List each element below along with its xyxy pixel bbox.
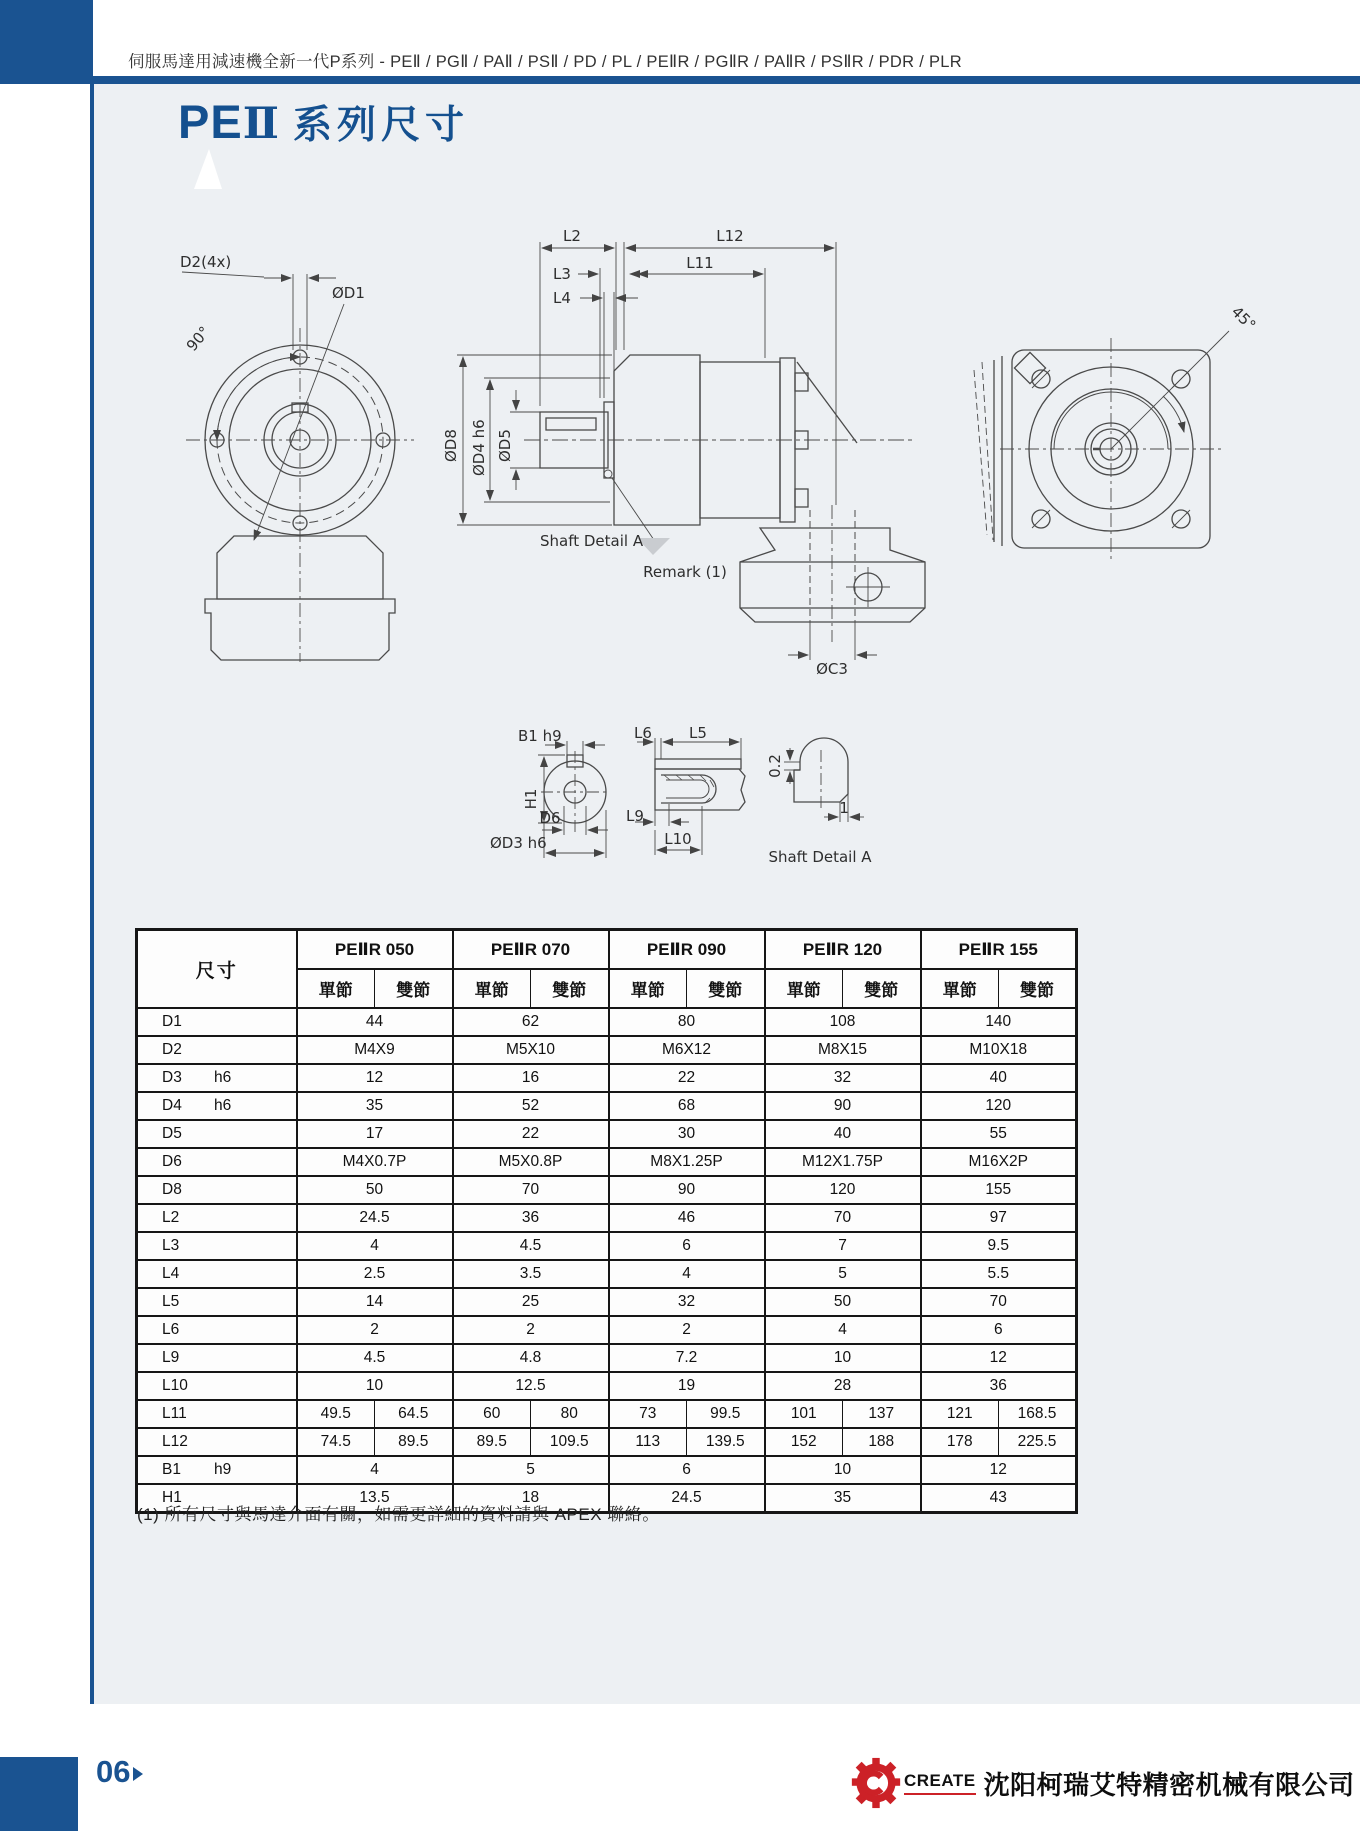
- dimension-value: 28: [765, 1372, 921, 1400]
- dimension-value: 137: [843, 1400, 921, 1428]
- dimension-value: 30: [609, 1120, 765, 1148]
- dimension-value: 50: [765, 1288, 921, 1316]
- row-label: [137, 1372, 297, 1400]
- side-l11-label: L11: [686, 254, 714, 272]
- dimension-value: 121: [921, 1400, 999, 1428]
- side-l12-label: L12: [716, 227, 744, 245]
- dimension-tolerance: h9: [214, 1461, 232, 1478]
- model-group-header: PEⅡR 120: [765, 930, 921, 970]
- dimension-value: 90: [609, 1176, 765, 1204]
- detail-depth-label: 0.2: [766, 754, 784, 778]
- dimension-name: D6: [162, 1153, 182, 1170]
- side-c3-label: ØC3: [816, 660, 848, 678]
- dimension-name: L3: [162, 1237, 180, 1254]
- table-row: [137, 1288, 1077, 1316]
- row-label: [137, 1288, 297, 1316]
- stage-subheader: 單節: [453, 969, 531, 1008]
- row-label: [137, 1064, 297, 1092]
- shaft-detail-a-drawing: [766, 738, 872, 866]
- title-suffix: 系列尺寸: [292, 104, 469, 147]
- page-number-text: 06: [96, 1754, 131, 1789]
- keyway-view-drawing: [626, 724, 745, 855]
- dimension-value: 4: [297, 1232, 453, 1260]
- row-label: [137, 1120, 297, 1148]
- dimension-value: M5X0.8P: [453, 1148, 609, 1176]
- dimension-value: 16: [453, 1064, 609, 1092]
- side-d5-label: ØD5: [496, 429, 514, 462]
- dimension-value: 35: [765, 1484, 921, 1513]
- detail-h1-label: H1: [522, 788, 540, 810]
- dimension-value: 32: [765, 1064, 921, 1092]
- side-d8-label: ØD8: [442, 429, 460, 462]
- dimension-value: 7.2: [609, 1344, 765, 1372]
- dimension-name: L11: [162, 1405, 187, 1422]
- dimension-value: M6X12: [609, 1036, 765, 1064]
- technical-drawings: [94, 210, 1360, 910]
- dimension-value: 4.8: [453, 1344, 609, 1372]
- dimension-value: 44: [297, 1008, 453, 1036]
- dimension-name: D5: [162, 1125, 182, 1142]
- table-row: [137, 1232, 1077, 1260]
- row-label: [137, 1316, 297, 1344]
- dimension-name: D4: [162, 1097, 182, 1114]
- dimension-value: 6: [609, 1456, 765, 1484]
- product-series-header: 伺服馬達用減速機全新一代P系列 - PEⅡ / PGⅡ / PAⅡ / PSⅡ / PD / PL / PEⅡR / PGⅡR / PAⅡR / PSⅡR / PDR / PLR: [128, 53, 962, 71]
- dimension-value: 52: [453, 1092, 609, 1120]
- dimension-value: 22: [609, 1064, 765, 1092]
- row-label: [137, 1092, 297, 1120]
- dimension-value: 64.5: [375, 1400, 453, 1428]
- dimension-name: L2: [162, 1209, 180, 1226]
- dimension-value: 73: [609, 1400, 687, 1428]
- stage-subheader: 單節: [297, 969, 375, 1008]
- dimension-value: 12: [921, 1344, 1077, 1372]
- footnote: (1) 所有尺寸與馬達介面有關，如需更詳細的資料請與 APEX 聯絡。: [137, 1505, 660, 1524]
- dimension-value: 6: [921, 1316, 1077, 1344]
- dimensions-table: [135, 928, 1078, 1514]
- dimension-value: 36: [453, 1204, 609, 1232]
- gear-logo-icon: [850, 1754, 902, 1812]
- logo-wordmark: CREATE: [904, 1771, 976, 1795]
- row-label: [137, 1232, 297, 1260]
- rear-angle-label: 45°: [1227, 302, 1260, 335]
- dimension-value: 99.5: [687, 1400, 765, 1428]
- dimension-value: 60: [453, 1400, 531, 1428]
- title-decoration-wedge: [194, 149, 222, 189]
- page-arrow-icon: [133, 1767, 143, 1781]
- dimension-value: 62: [453, 1008, 609, 1036]
- title-prefix: PE: [178, 95, 243, 148]
- dimension-value: 168.5: [999, 1400, 1077, 1428]
- dimension-value: 70: [921, 1288, 1077, 1316]
- dimension-value: 12: [921, 1456, 1077, 1484]
- row-label: [137, 1148, 297, 1176]
- model-group-header: PEⅡR 090: [609, 930, 765, 970]
- dimension-name: L12: [162, 1433, 188, 1450]
- dimension-value: 4: [765, 1316, 921, 1344]
- dimension-value: 10: [765, 1456, 921, 1484]
- table-row: [137, 1036, 1077, 1064]
- dimension-name: L4: [162, 1265, 180, 1282]
- detail-b1-label: B1 h9: [518, 727, 562, 745]
- dimension-value: 46: [609, 1204, 765, 1232]
- row-label: [137, 1176, 297, 1204]
- page-number: [96, 1754, 143, 1790]
- dimension-name: D1: [162, 1013, 182, 1030]
- stage-subheader: 單節: [609, 969, 687, 1008]
- dimension-value: 24.5: [297, 1204, 453, 1232]
- dimension-value: 155: [921, 1176, 1077, 1204]
- dimension-name: D8: [162, 1181, 182, 1198]
- table-row: [137, 1400, 1077, 1428]
- dimension-value: M4X9: [297, 1036, 453, 1064]
- dimension-value: 97: [921, 1204, 1077, 1232]
- dimension-tolerance: h6: [214, 1097, 232, 1114]
- dimension-value: 2.5: [297, 1260, 453, 1288]
- row-label: [137, 1456, 297, 1484]
- dimension-value: 109.5: [531, 1428, 609, 1456]
- title-numeral: Ⅱ: [242, 99, 279, 149]
- dimension-value: 80: [609, 1008, 765, 1036]
- model-group-header: PEⅡR 050: [297, 930, 453, 970]
- stage-subheader: 雙節: [375, 969, 453, 1008]
- table-row: [137, 1204, 1077, 1232]
- dimension-value: 55: [921, 1120, 1077, 1148]
- detail-l10-label: L10: [664, 830, 692, 848]
- page-title: [178, 94, 469, 150]
- table-row: [137, 1064, 1077, 1092]
- dimension-value: M8X1.25P: [609, 1148, 765, 1176]
- side-l2-label: L2: [563, 227, 581, 245]
- dimension-value: 89.5: [453, 1428, 531, 1456]
- dimension-value: 178: [921, 1428, 999, 1456]
- table-row: [137, 1316, 1077, 1344]
- dimension-value: 24.5: [609, 1484, 765, 1513]
- dimension-value: 49.5: [297, 1400, 375, 1428]
- dimension-value: 90: [765, 1092, 921, 1120]
- row-label: [137, 1204, 297, 1232]
- dimension-value: 4.5: [297, 1344, 453, 1372]
- dimension-value: 101: [765, 1400, 843, 1428]
- company-name: 沈阳柯瑞艾特精密机械有限公司: [983, 1769, 1355, 1800]
- detail-l5-label: L5: [689, 724, 707, 742]
- dimension-value: 50: [297, 1176, 453, 1204]
- header-rule: [93, 76, 1360, 84]
- dimension-value: 225.5: [999, 1428, 1077, 1456]
- table-row: [137, 1148, 1077, 1176]
- dimension-name: B1: [162, 1461, 181, 1478]
- front-d1-label: ØD1: [332, 284, 365, 302]
- dimension-value: 10: [765, 1344, 921, 1372]
- dimension-value: M5X10: [453, 1036, 609, 1064]
- rear-view-drawing: [974, 303, 1259, 560]
- dimension-value: 22: [453, 1120, 609, 1148]
- table-row: [137, 1456, 1077, 1484]
- dimension-value: 14: [297, 1288, 453, 1316]
- dimension-value: 36: [921, 1372, 1077, 1400]
- dimension-name: D2: [162, 1041, 182, 1058]
- dimension-value: 9.5: [921, 1232, 1077, 1260]
- dimension-value: 5: [453, 1456, 609, 1484]
- row-label: [137, 1008, 297, 1036]
- dimension-value: M4X0.7P: [297, 1148, 453, 1176]
- row-label: [137, 1036, 297, 1064]
- dimension-value: 40: [921, 1064, 1077, 1092]
- dimension-value: 12.5: [453, 1372, 609, 1400]
- dimension-value: 6: [609, 1232, 765, 1260]
- dimension-value: 113: [609, 1428, 687, 1456]
- dimension-value: 120: [765, 1176, 921, 1204]
- corner-accent-block: [0, 0, 93, 84]
- dimension-value: 10: [297, 1372, 453, 1400]
- shaft-end-view-drawing: [490, 727, 609, 858]
- model-group-header: PEⅡR 070: [453, 930, 609, 970]
- detail-l6-label: L6: [634, 724, 652, 742]
- dimension-value: 25: [453, 1288, 609, 1316]
- dimension-value: 19: [609, 1372, 765, 1400]
- row-label: [137, 1344, 297, 1372]
- dimension-name: L9: [162, 1349, 180, 1366]
- dimension-column-header: 尺寸: [137, 930, 297, 1009]
- dimension-value: 89.5: [375, 1428, 453, 1456]
- dimension-value: 70: [453, 1176, 609, 1204]
- dimension-value: 13.5: [297, 1484, 453, 1513]
- dimension-value: 4: [297, 1456, 453, 1484]
- dimension-value: 74.5: [297, 1428, 375, 1456]
- dimension-value: M12X1.75P: [765, 1148, 921, 1176]
- detail-l9-label: L9: [626, 807, 644, 825]
- dimension-value: 32: [609, 1288, 765, 1316]
- dimension-name: D3: [162, 1069, 182, 1086]
- dimension-name: H1: [162, 1489, 182, 1506]
- dimension-value: M16X2P: [921, 1148, 1077, 1176]
- dimension-value: 5.5: [921, 1260, 1077, 1288]
- detail-d3-label: ØD3 h6: [490, 834, 547, 852]
- dimension-value: 4.5: [453, 1232, 609, 1260]
- detail-d6-label: D6: [539, 809, 561, 827]
- row-label: [137, 1428, 297, 1456]
- dimension-value: 40: [765, 1120, 921, 1148]
- detail-chamfer-label: 1: [839, 799, 849, 817]
- side-view-drawing: [442, 227, 925, 678]
- dimension-value: 120: [921, 1092, 1077, 1120]
- stage-subheader: 雙節: [999, 969, 1077, 1008]
- side-d4-label: ØD4 h6: [470, 419, 488, 476]
- dimension-value: 70: [765, 1204, 921, 1232]
- dimension-value: 35: [297, 1092, 453, 1120]
- dimension-value: M10X18: [921, 1036, 1077, 1064]
- table-row: [137, 1428, 1077, 1456]
- stage-subheader: 單節: [765, 969, 843, 1008]
- front-view-drawing: [180, 253, 414, 662]
- footer-accent-block: [0, 1757, 78, 1831]
- side-l4-label: L4: [553, 289, 571, 307]
- table-row: [137, 1260, 1077, 1288]
- stage-subheader: 雙節: [687, 969, 765, 1008]
- dimension-value: 43: [921, 1484, 1077, 1513]
- side-l3-label: L3: [553, 265, 571, 283]
- stage-subheader: 單節: [921, 969, 999, 1008]
- table-row: [137, 1344, 1077, 1372]
- dimension-value: 18: [453, 1484, 609, 1513]
- dimension-value: 12: [297, 1064, 453, 1092]
- table-row: [137, 1092, 1077, 1120]
- dimension-value: 2: [609, 1316, 765, 1344]
- table-row: [137, 1372, 1077, 1400]
- dimension-value: 188: [843, 1428, 921, 1456]
- row-label: [137, 1260, 297, 1288]
- shaft-detail-a-caption: Shaft Detail A: [768, 848, 872, 866]
- dimension-value: 5: [765, 1260, 921, 1288]
- dimension-value: 4: [609, 1260, 765, 1288]
- dimension-value: 152: [765, 1428, 843, 1456]
- dimension-value: M8X15: [765, 1036, 921, 1064]
- dimension-value: 17: [297, 1120, 453, 1148]
- company-footer: [850, 1754, 1355, 1812]
- stage-subheader: 雙節: [531, 969, 609, 1008]
- dimension-value: 7: [765, 1232, 921, 1260]
- table-row: [137, 1008, 1077, 1036]
- dimension-value: 2: [297, 1316, 453, 1344]
- dimension-value: 2: [453, 1316, 609, 1344]
- dimension-value: 68: [609, 1092, 765, 1120]
- table-row: [137, 1120, 1077, 1148]
- side-shaft-detail-label: Shaft Detail A: [540, 532, 644, 550]
- dimension-name: L5: [162, 1293, 180, 1310]
- dimension-name: L10: [162, 1377, 188, 1394]
- table-row: [137, 1176, 1077, 1204]
- row-label: [137, 1400, 297, 1428]
- dimension-value: 3.5: [453, 1260, 609, 1288]
- dimension-value: 108: [765, 1008, 921, 1036]
- stage-subheader: 雙節: [843, 969, 921, 1008]
- front-angle-label: 90°: [182, 322, 214, 355]
- dimension-tolerance: h6: [214, 1069, 232, 1086]
- model-group-header: PEⅡR 155: [921, 930, 1077, 970]
- dimension-name: L6: [162, 1321, 180, 1338]
- front-d2-label: D2(4x): [180, 253, 232, 271]
- dimension-value: 80: [531, 1400, 609, 1428]
- side-remark-label: Remark (1): [643, 563, 727, 581]
- dimension-value: 140: [921, 1008, 1077, 1036]
- dimension-value: 139.5: [687, 1428, 765, 1456]
